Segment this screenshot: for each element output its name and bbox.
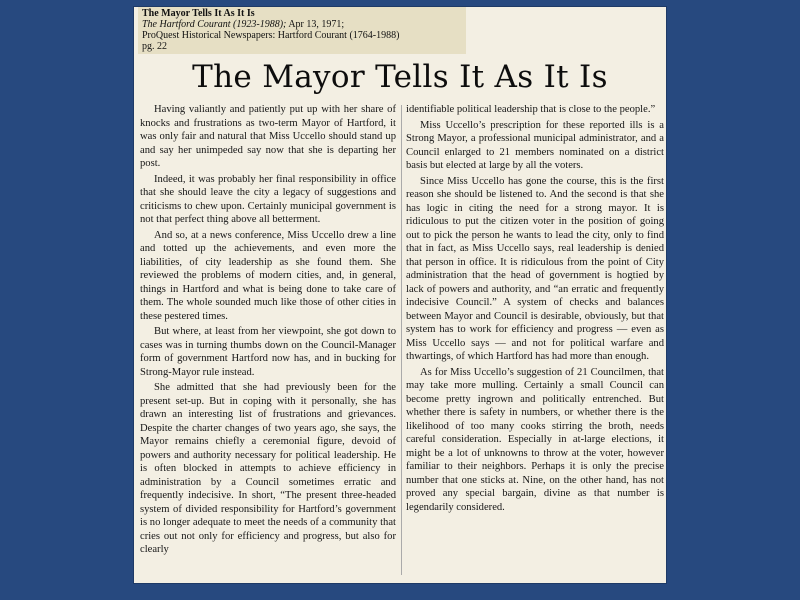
paragraph: identifiable political leadership that is close to the people.”: [406, 104, 656, 115]
paragraph: Having valiantly and patiently put up with her share of knocks and frustrations as two-term Mayor of Hartford, it was only fair and natural that Miss Uccello should stand up and say her unimpeded say now that she is departing her post.: [140, 104, 396, 169]
paragraph: Indeed, it was probably her final responsibility in office that she should leave the city a legacy of suggestions and criticisms to chew upon. Certainly municipal government is not that perfect thing above all betterment.: [140, 173, 396, 225]
article-column-left: [140, 103, 396, 559]
citation-title: The Mayor Tells It As It Is: [142, 8, 255, 19]
paragraph: Miss Uccello’s prescription for these reported ills is a Strong Mayor, a professional municipal administrator, and a Council enlarged to 21 members nominated on a district basis but elected at large by all the voters.: [406, 119, 664, 171]
citation-source: [142, 19, 462, 30]
citation-page: pg. 22: [142, 41, 167, 52]
paragraph: And so, at a news conference, Miss Uccello drew a line and totted up the achievements, and even more the liabilities, of city leadership as she found them. She reviewed the problems of modern cities, and, in general, things in Hartford and what is being done to take care of them. The whole sounded much like those of other cities in these pestered times.: [140, 229, 396, 322]
paragraph: Since Miss Uccello has gone the course, this is the first reason she should be listened to. And the second is that she has logic in citing the need for a strong mayor. It is ridiculous to put the citizen voter in the position of going out to pick the person he wants to lead the city, only to find that in fact, as Miss Uccello says, real leadership is denied that person in office. It is ridiculous from the point of City administration that the head of government is hogtied by lack of powers and authority, and “an erratic and frequently indecisive Council.” A system of checks and balances between Mayor and Council is desirable, obviously, but that system has to work for efficiency and progress — even as Miss Uccello says — and not for political warfare and thwartings, of which Hartford has had more than enough.: [406, 175, 664, 362]
citation-source-name: The Hartford Courant (1923-1988);: [142, 19, 287, 30]
paragraph: As for Miss Uccello’s suggestion of 21 Councilmen, that may take more mulling. Certainly a small Council can become pretty ingrown and politically entrenched. But whether there is safety in numbers, or whether there is the likelihood of too many cooks stirring the broth, needs careful consideration. Especially in at-large elections, it might be a lot of unknowns to throw at the voter, however familiar to their neighbors. Perhaps it is only the precise number that one sticks at. Nine, on the other hand, has not proved any special bargain, divine as that number is legendarily considered.: [406, 366, 664, 513]
article-column-right: [406, 103, 664, 516]
citation-block: [138, 7, 466, 54]
article-headline: The Mayor Tells It As It Is: [192, 59, 608, 95]
column-divider: [401, 105, 402, 575]
paragraph: But where, at least from her viewpoint, she got down to cases was in turning thumbs down on the Council-Manager form of government Hartford now has, and in bucking for Strong-Mayor rule instead.: [140, 326, 396, 378]
citation-date: Apr 13, 1971;: [288, 19, 345, 30]
newspaper-clipping: [134, 7, 666, 583]
citation-database: ProQuest Historical Newspapers: Hartford Courant (1764-1988): [142, 30, 400, 41]
paragraph: She admitted that she had previously been for the present set-up. But in coping with it personally, she has drawn an interesting list of frustrations and grievances. Despite the charter changes of two years ago, she says, the Mayor remains chiefly a ceremonial figure, devoid of powers and authority necessary for political leadership. He is often blocked in attempts to achieve efficiency in administration by a Council sometimes erratic and frequently indecisive. In short, “The present three-headed system of divided responsibility for Hartford’s government is no longer adequate to meet the needs of a community that cries out not only for efficiency and progress, but also for clearly: [140, 382, 396, 555]
